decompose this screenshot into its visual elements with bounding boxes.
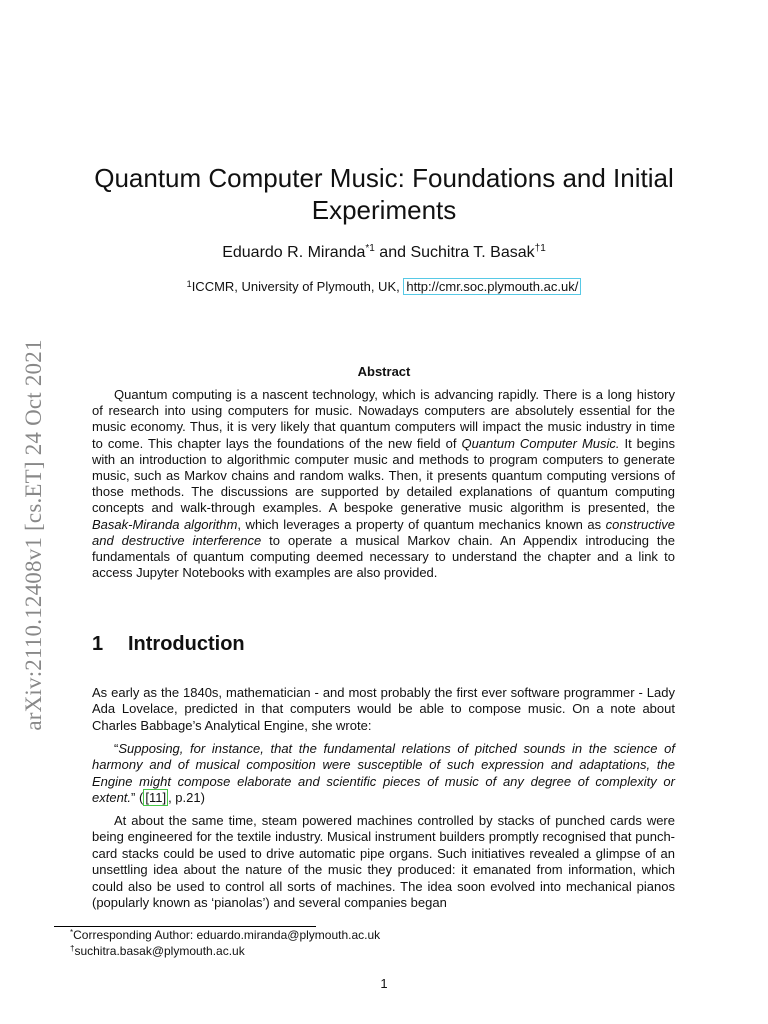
abstract-part-d: to operate a musical Markov chain. An Appendix introducing the fundamentals of quantum computing deemed necessary to understand the chapter and a link to access Jupyter Notebooks with examples are also provided.	[92, 532, 675, 581]
abstract-emphasis-b: Basak-Miranda algorithm	[92, 516, 238, 532]
footnote-2-mark: †	[70, 944, 75, 953]
abstract-part-b: It begins with an introduction to algorithmic computer music and methods to program computers to generate music, such as Markov chains and random walks. Then, it presents quantum computing versions of those methods. The discussions are supported by detailed explanations of quantum computing concepts and walk-through examples. A bespoke generative music algorithm is presented, the	[92, 435, 675, 516]
quote-text: Supposing, for instance, that the fundamental relations of pitched sounds in the science of harmony and of musical composition were susceptible of such expression and adaptations, the Engine might compose elaborate and scientific pieces of music of any degree of complexity or extent.	[92, 741, 675, 806]
affiliation	[80, 279, 688, 294]
footnote-1-mark: *	[70, 928, 74, 937]
paragraph-3: At about the same time, steam powered machines controlled by stacks of punched cards were being engineered for the textile industry. Musical instrument builders promptly recognised that punch-card stacks could be used to drive automatic pipe organs. Such initiatives revealed a glimpse of an unsettling idea about the nature of the music they produced: it emanated from information, which could also be used to control all sorts of machines. The idea soon evolved into mechanical pianos (popularly known as ‘pianolas’) and several companies began	[92, 813, 675, 911]
citation-number: 11	[148, 790, 163, 806]
arxiv-stamp-text: arXiv:2110.12408v1 [cs.ET] 24 Oct 2021	[21, 339, 46, 731]
paper-title: Quantum Computer Music: Foundations and Initial Experiments	[94, 163, 674, 225]
author-2-marks: †1	[534, 243, 546, 254]
affiliation-mark: 1	[186, 279, 192, 289]
quote-tail: , p.21)	[168, 790, 205, 806]
footnote-1-text: Corresponding Author: eduardo.miranda@plymouth.ac.uk	[73, 928, 381, 942]
affiliation-url-link[interactable]: http://cmr.soc.plymouth.ac.uk/	[403, 278, 581, 295]
abstract-emphasis-c: constructive and destructive interference	[92, 516, 675, 548]
footnote-rule	[54, 926, 316, 927]
footnote-1	[70, 928, 380, 942]
quote-paragraph	[92, 741, 675, 807]
section-title: Introduction	[128, 633, 245, 655]
citation-open-bracket: [	[145, 790, 149, 806]
author-1: Eduardo R. Miranda	[222, 244, 366, 261]
citation-close-bracket: ]	[162, 790, 167, 806]
section-heading	[92, 633, 245, 656]
abstract-text	[92, 387, 675, 581]
abstract-heading: Abstract	[357, 364, 411, 379]
paragraph-1: As early as the 1840s, mathematician - and most probably the first ever software programmer - Lady Ada Lovelace, predicted in that computers would be able to compose music. On a note about Charles Babbage’s Analytical Engine, she wrote:	[92, 685, 675, 733]
quote-open-mark: “	[114, 741, 119, 756]
section-number: 1	[92, 633, 104, 655]
author-1-marks: *1	[365, 243, 375, 254]
author-line	[80, 243, 688, 262]
abstract-part-c: , which leverages a property of quantum mechanics known as	[237, 516, 606, 532]
quote-close-mark: ” (	[131, 790, 144, 806]
abstract-part-a: Quantum computing is a nascent technology, which is advancing rapidly. There is a long history of research into using computers for music. Nowadays computers are absolutely essential for the music economy. Thus, it is very likely that quantum computers will impact the music industry in time to come. This chapter lays the foundations of the new field of	[92, 387, 675, 451]
affiliation-text: ICCMR, University of Plymouth, UK,	[191, 279, 404, 294]
abstract-emphasis-a: Quantum Computer Music.	[461, 435, 620, 451]
author-conjunction: and	[374, 244, 411, 261]
citation-link[interactable]	[143, 789, 168, 806]
author-2: Suchitra T. Basak	[410, 244, 535, 261]
footnote-2	[70, 944, 245, 958]
page-number: 1	[380, 976, 388, 991]
arxiv-stamp	[14, 320, 54, 750]
footnote-2-text: suchitra.basak@plymouth.ac.uk	[74, 944, 245, 958]
